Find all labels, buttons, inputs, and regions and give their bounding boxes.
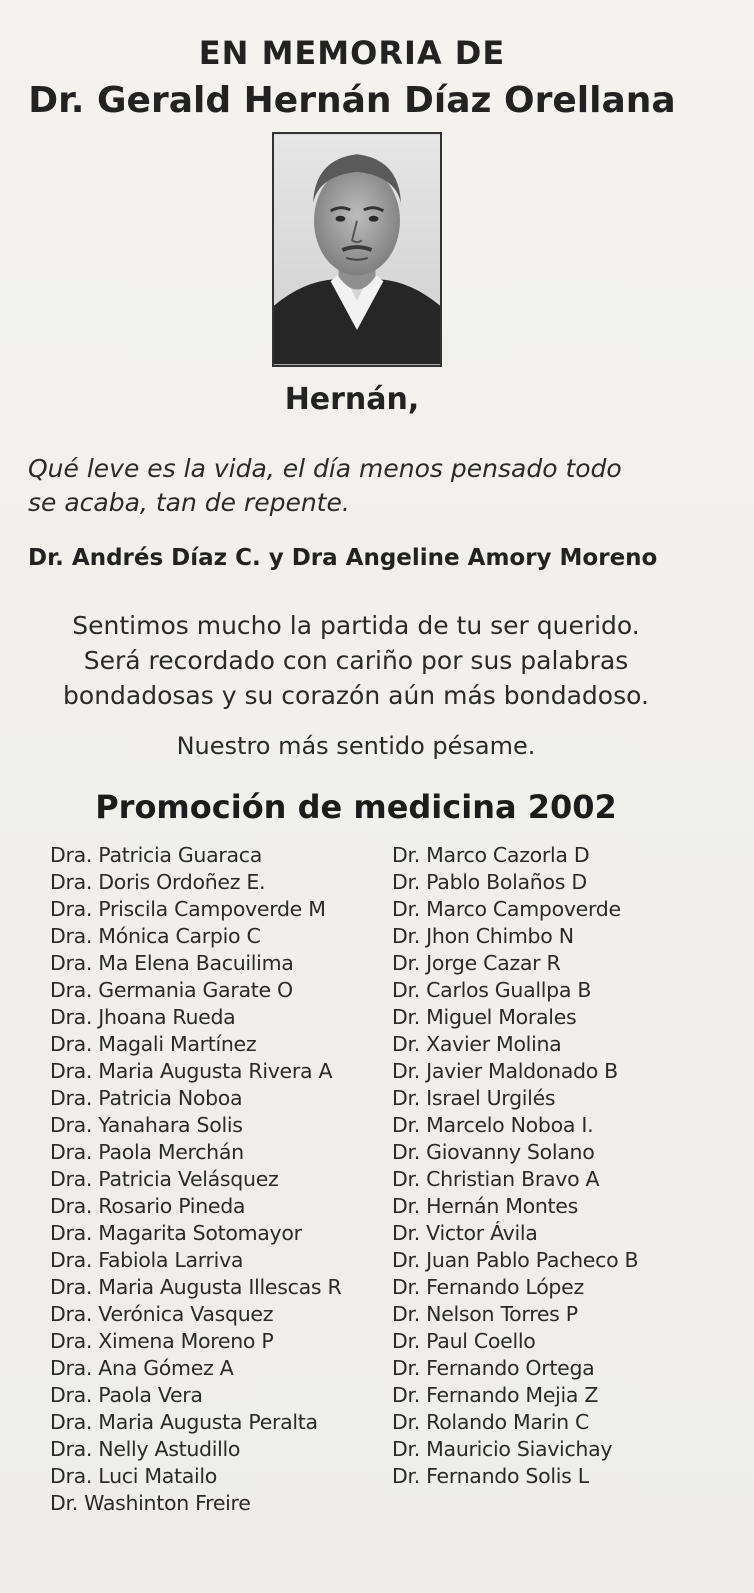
name-list-item: Dr. Marco Campoverde xyxy=(392,897,621,921)
name-list-item: Dr. Juan Pablo Pacheco B xyxy=(392,1248,639,1272)
right-name-list xyxy=(392,842,638,1490)
name-list-item: Dra. Priscila Campoverde M xyxy=(50,897,326,921)
name-list-item: Dra. Verónica Vasquez xyxy=(50,1302,274,1326)
name-list-item: Dra. Maria Augusta Rivera A xyxy=(50,1059,333,1083)
name-list-item: Dra. Ximena Moreno P xyxy=(50,1329,274,1353)
message-line: bondadosas y su corazón aún más bondadoso. xyxy=(63,681,649,710)
name-list-item: Dra. Fabiola Larriva xyxy=(50,1248,244,1272)
name-list-item: Dr. Marco Cazorla D xyxy=(392,843,590,867)
name-list-item: Dr. Rolando Marin C xyxy=(392,1410,590,1434)
name-list-item: Dr. Xavier Molina xyxy=(392,1032,562,1056)
name-list-item: Dr. Hernán Montes xyxy=(392,1194,578,1218)
name-list-item: Dra. Yanahara Solis xyxy=(50,1113,243,1137)
name-list-item: Dra. Paola Merchán xyxy=(50,1140,244,1164)
name-list-item: Dra. Paola Vera xyxy=(50,1383,203,1407)
quote-line: Qué leve es la vida, el día menos pensado todo xyxy=(28,454,622,483)
condolence-message xyxy=(0,608,712,713)
name-list-item: Dr. Marcelo Noboa I. xyxy=(392,1113,594,1137)
left-name-list xyxy=(50,842,341,1517)
name-list-item: Dra. Jhoana Rueda xyxy=(50,1005,236,1029)
name-list-item: Dra. Mónica Carpio C xyxy=(50,924,261,948)
name-list-item: Dr. Washinton Freire xyxy=(50,1491,251,1515)
name-list-item: Dra. Luci Matailo xyxy=(50,1464,218,1488)
name-list-item: Dra. Maria Augusta Peralta xyxy=(50,1410,318,1434)
name-list-item: Dr. Victor Ávila xyxy=(392,1221,538,1245)
name-list-item: Dr. Israel Urgilés xyxy=(392,1086,556,1110)
salutation: Hernán, xyxy=(284,382,420,417)
name-list-item: Dra. Patricia Velásquez xyxy=(50,1167,279,1191)
name-list-item: Dra. Ana Gómez A xyxy=(50,1356,234,1380)
portrait-photo xyxy=(272,132,442,367)
name-list-item: Dra. Germania Garate O xyxy=(50,978,293,1002)
name-list-item: Dr. Jorge Cazar R xyxy=(392,951,561,975)
name-list-item: Dr. Paul Coello xyxy=(392,1329,536,1353)
name-list-item: Dra. Doris Ordoñez E. xyxy=(50,870,266,894)
name-list-item: Dra. Magarita Sotomayor xyxy=(50,1221,302,1245)
name-list-item: Dra. Patricia Guaraca xyxy=(50,843,262,867)
name-list-item: Dra. Ma Elena Bacuilima xyxy=(50,951,294,975)
name-list-item: Dr. Javier Maldonado B xyxy=(392,1059,618,1083)
name-list-item: Dra. Rosario Pineda xyxy=(50,1194,246,1218)
message-line: Sentimos mucho la partida de tu ser querido. xyxy=(72,611,640,640)
name-list-item: Dr. Fernando Ortega xyxy=(392,1356,595,1380)
name-list-item: Dr. Pablo Bolaños D xyxy=(392,870,587,894)
memorial-heading: EN MEMORIA DE xyxy=(198,34,506,72)
condolence-line: Nuestro más sentido pésame. xyxy=(176,732,536,760)
name-list-item: Dra. Patricia Noboa xyxy=(50,1086,243,1110)
name-list-item: Dr. Carlos Guallpa B xyxy=(392,978,592,1002)
promotion-title: Promoción de medicina 2002 xyxy=(95,788,617,826)
portrait-photo-icon xyxy=(274,134,440,365)
name-list-item: Dr. Giovanny Solano xyxy=(392,1140,595,1164)
name-list-item: Dr. Mauricio Siavichay xyxy=(392,1437,613,1461)
quote xyxy=(28,452,698,520)
name-list-item: Dr. Fernando Mejia Z xyxy=(392,1383,599,1407)
name-list-item: Dr. Miguel Morales xyxy=(392,1005,577,1029)
name-list-item: Dr. Fernando López xyxy=(392,1275,584,1299)
name-list-item: Dr. Nelson Torres P xyxy=(392,1302,578,1326)
deceased-name: Dr. Gerald Hernán Díaz Orellana xyxy=(28,80,676,121)
name-list-item: Dra. Magali Martínez xyxy=(50,1032,257,1056)
authors-line: Dr. Andrés Díaz C. y Dra Angeline Amory Moreno xyxy=(28,545,658,571)
name-list-item: Dr. Jhon Chimbo N xyxy=(392,924,574,948)
message-line: Será recordado con cariño por sus palabras xyxy=(83,646,629,675)
name-list-item: Dr. Fernando Solis L xyxy=(392,1464,589,1488)
name-list-item: Dra. Nelly Astudillo xyxy=(50,1437,241,1461)
name-list-item: Dra. Maria Augusta Illescas R xyxy=(50,1275,342,1299)
name-list-item: Dr. Christian Bravo A xyxy=(392,1167,600,1191)
quote-line: se acaba, tan de repente. xyxy=(28,488,350,517)
